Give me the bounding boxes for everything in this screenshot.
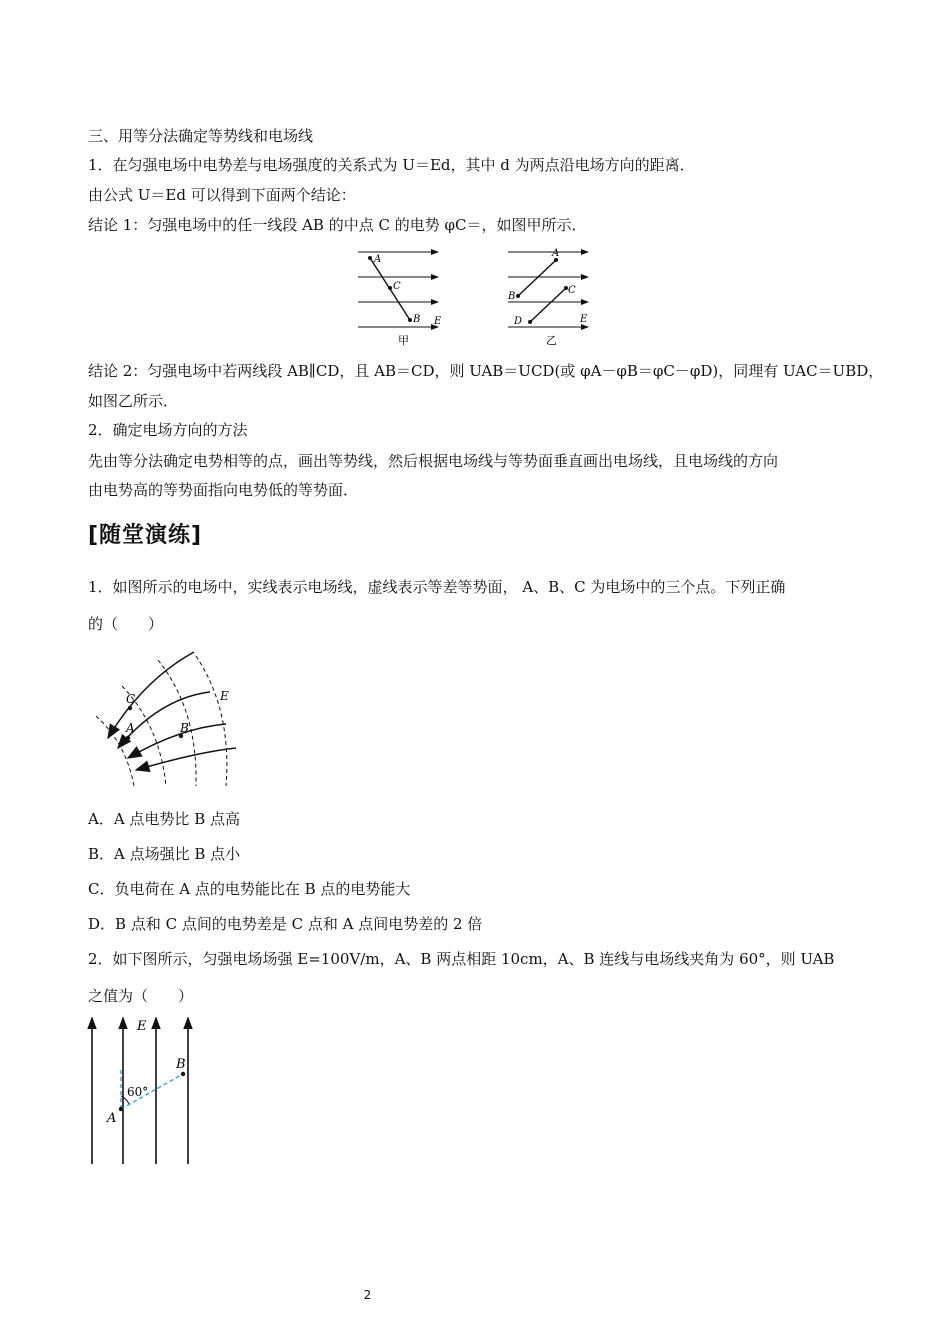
figure-jia bbox=[350, 242, 450, 348]
label-b: B bbox=[180, 721, 189, 735]
label-b: B bbox=[508, 291, 516, 302]
label-b: B bbox=[413, 314, 421, 325]
q2-stem-line2: 之值为（ ） bbox=[88, 987, 194, 1005]
point-a bbox=[119, 1107, 123, 1111]
label-a: A bbox=[552, 248, 560, 259]
conclusion-2: 结论 2：匀强电场中若两线段 AB∥CD，且 AB＝CD，则 UAB＝UCD(或 φA－φB＝φC－φD)，同理有 UAC＝UBD， bbox=[88, 362, 884, 380]
field-line bbox=[136, 748, 236, 770]
segment-cd bbox=[530, 288, 566, 322]
label-e: E bbox=[434, 316, 442, 327]
conclusion-1: 结论 1：匀强电场中的任一线段 AB 的中点 C 的电势 φC＝，如图甲所示． bbox=[88, 216, 587, 234]
caption-jia: 甲 bbox=[398, 334, 409, 347]
point-b bbox=[408, 318, 412, 322]
label-e: E bbox=[580, 314, 588, 325]
paragraph-formula: 1．在匀强电场中电势差与电场强度的关系式为 U＝Ed，其中 d 为两点沿电场方向的距离． bbox=[88, 156, 695, 174]
segment-ab bbox=[518, 260, 556, 296]
paragraph-method-line1: 先由等分法确定电势相等的点，画出等势线，然后根据电场线与等势面垂直画出电场线，且电场线的方向 bbox=[88, 452, 779, 470]
label-a: A bbox=[107, 1111, 117, 1126]
page-number: 2 bbox=[363, 1288, 372, 1302]
q1-option-a: A．A 点电势比 B 点高 bbox=[88, 810, 240, 828]
section-heading: 三、用等分法确定等势线和电场线 bbox=[88, 127, 314, 145]
conclusion-2-tail: 如图乙所示． bbox=[88, 392, 179, 410]
q2-figure bbox=[80, 1012, 200, 1168]
q1-stem-line2: 的（ ） bbox=[88, 615, 164, 633]
label-a: A bbox=[374, 254, 382, 265]
label-c: C bbox=[393, 281, 401, 292]
point-b bbox=[516, 294, 520, 298]
point-c bbox=[128, 706, 132, 710]
paragraph-direction-method: 2．确定电场方向的方法 bbox=[88, 421, 248, 439]
label-c: C bbox=[126, 692, 136, 706]
practice-title: [随堂演练] bbox=[88, 523, 203, 548]
q1-stem-line1: 1．如图所示的电场中，实线表示电场线，虚线表示等差等势面， A、B、C 为电场中的三个点。下列正确 bbox=[88, 578, 786, 596]
label-e: E bbox=[137, 1019, 147, 1034]
label-d: D bbox=[514, 316, 523, 327]
field-line bbox=[128, 724, 226, 758]
paragraph-conclusions-intro: 由公式 U＝Ed 可以得到下面两个结论： bbox=[88, 186, 356, 204]
caption-yi: 乙 bbox=[546, 334, 557, 347]
q1-option-d: D．B 点和 C 点间的电势差是 C 点和 A 点间电势差的 2 倍 bbox=[88, 915, 483, 933]
point-b bbox=[181, 1072, 185, 1076]
label-b: B bbox=[176, 1057, 186, 1072]
point-a bbox=[126, 736, 130, 740]
label-c: C bbox=[568, 285, 576, 296]
q2-stem-line1: 2．如下图所示，匀强电场场强 E=100V/m，A、B 两点相距 10cm，A、B 连线与电场线夹角为 60°，则 UAB bbox=[88, 950, 835, 968]
label-e: E bbox=[220, 689, 229, 703]
q1-option-c: C．负电荷在 A 点的电势能比在 B 点的电势能大 bbox=[88, 880, 411, 898]
figure-yi bbox=[500, 242, 600, 348]
paragraph-method-line2: 由电势高的等势面指向电势低的等势面． bbox=[88, 481, 359, 499]
point-c bbox=[388, 286, 392, 290]
label-angle: 60° bbox=[127, 1085, 149, 1099]
point-a bbox=[368, 256, 372, 260]
label-a: A bbox=[126, 721, 135, 735]
q1-figure bbox=[88, 648, 238, 793]
equipotential-line bbox=[196, 656, 227, 786]
q1-option-b: B．A 点场强比 B 点小 bbox=[88, 845, 241, 863]
point-d bbox=[528, 320, 532, 324]
